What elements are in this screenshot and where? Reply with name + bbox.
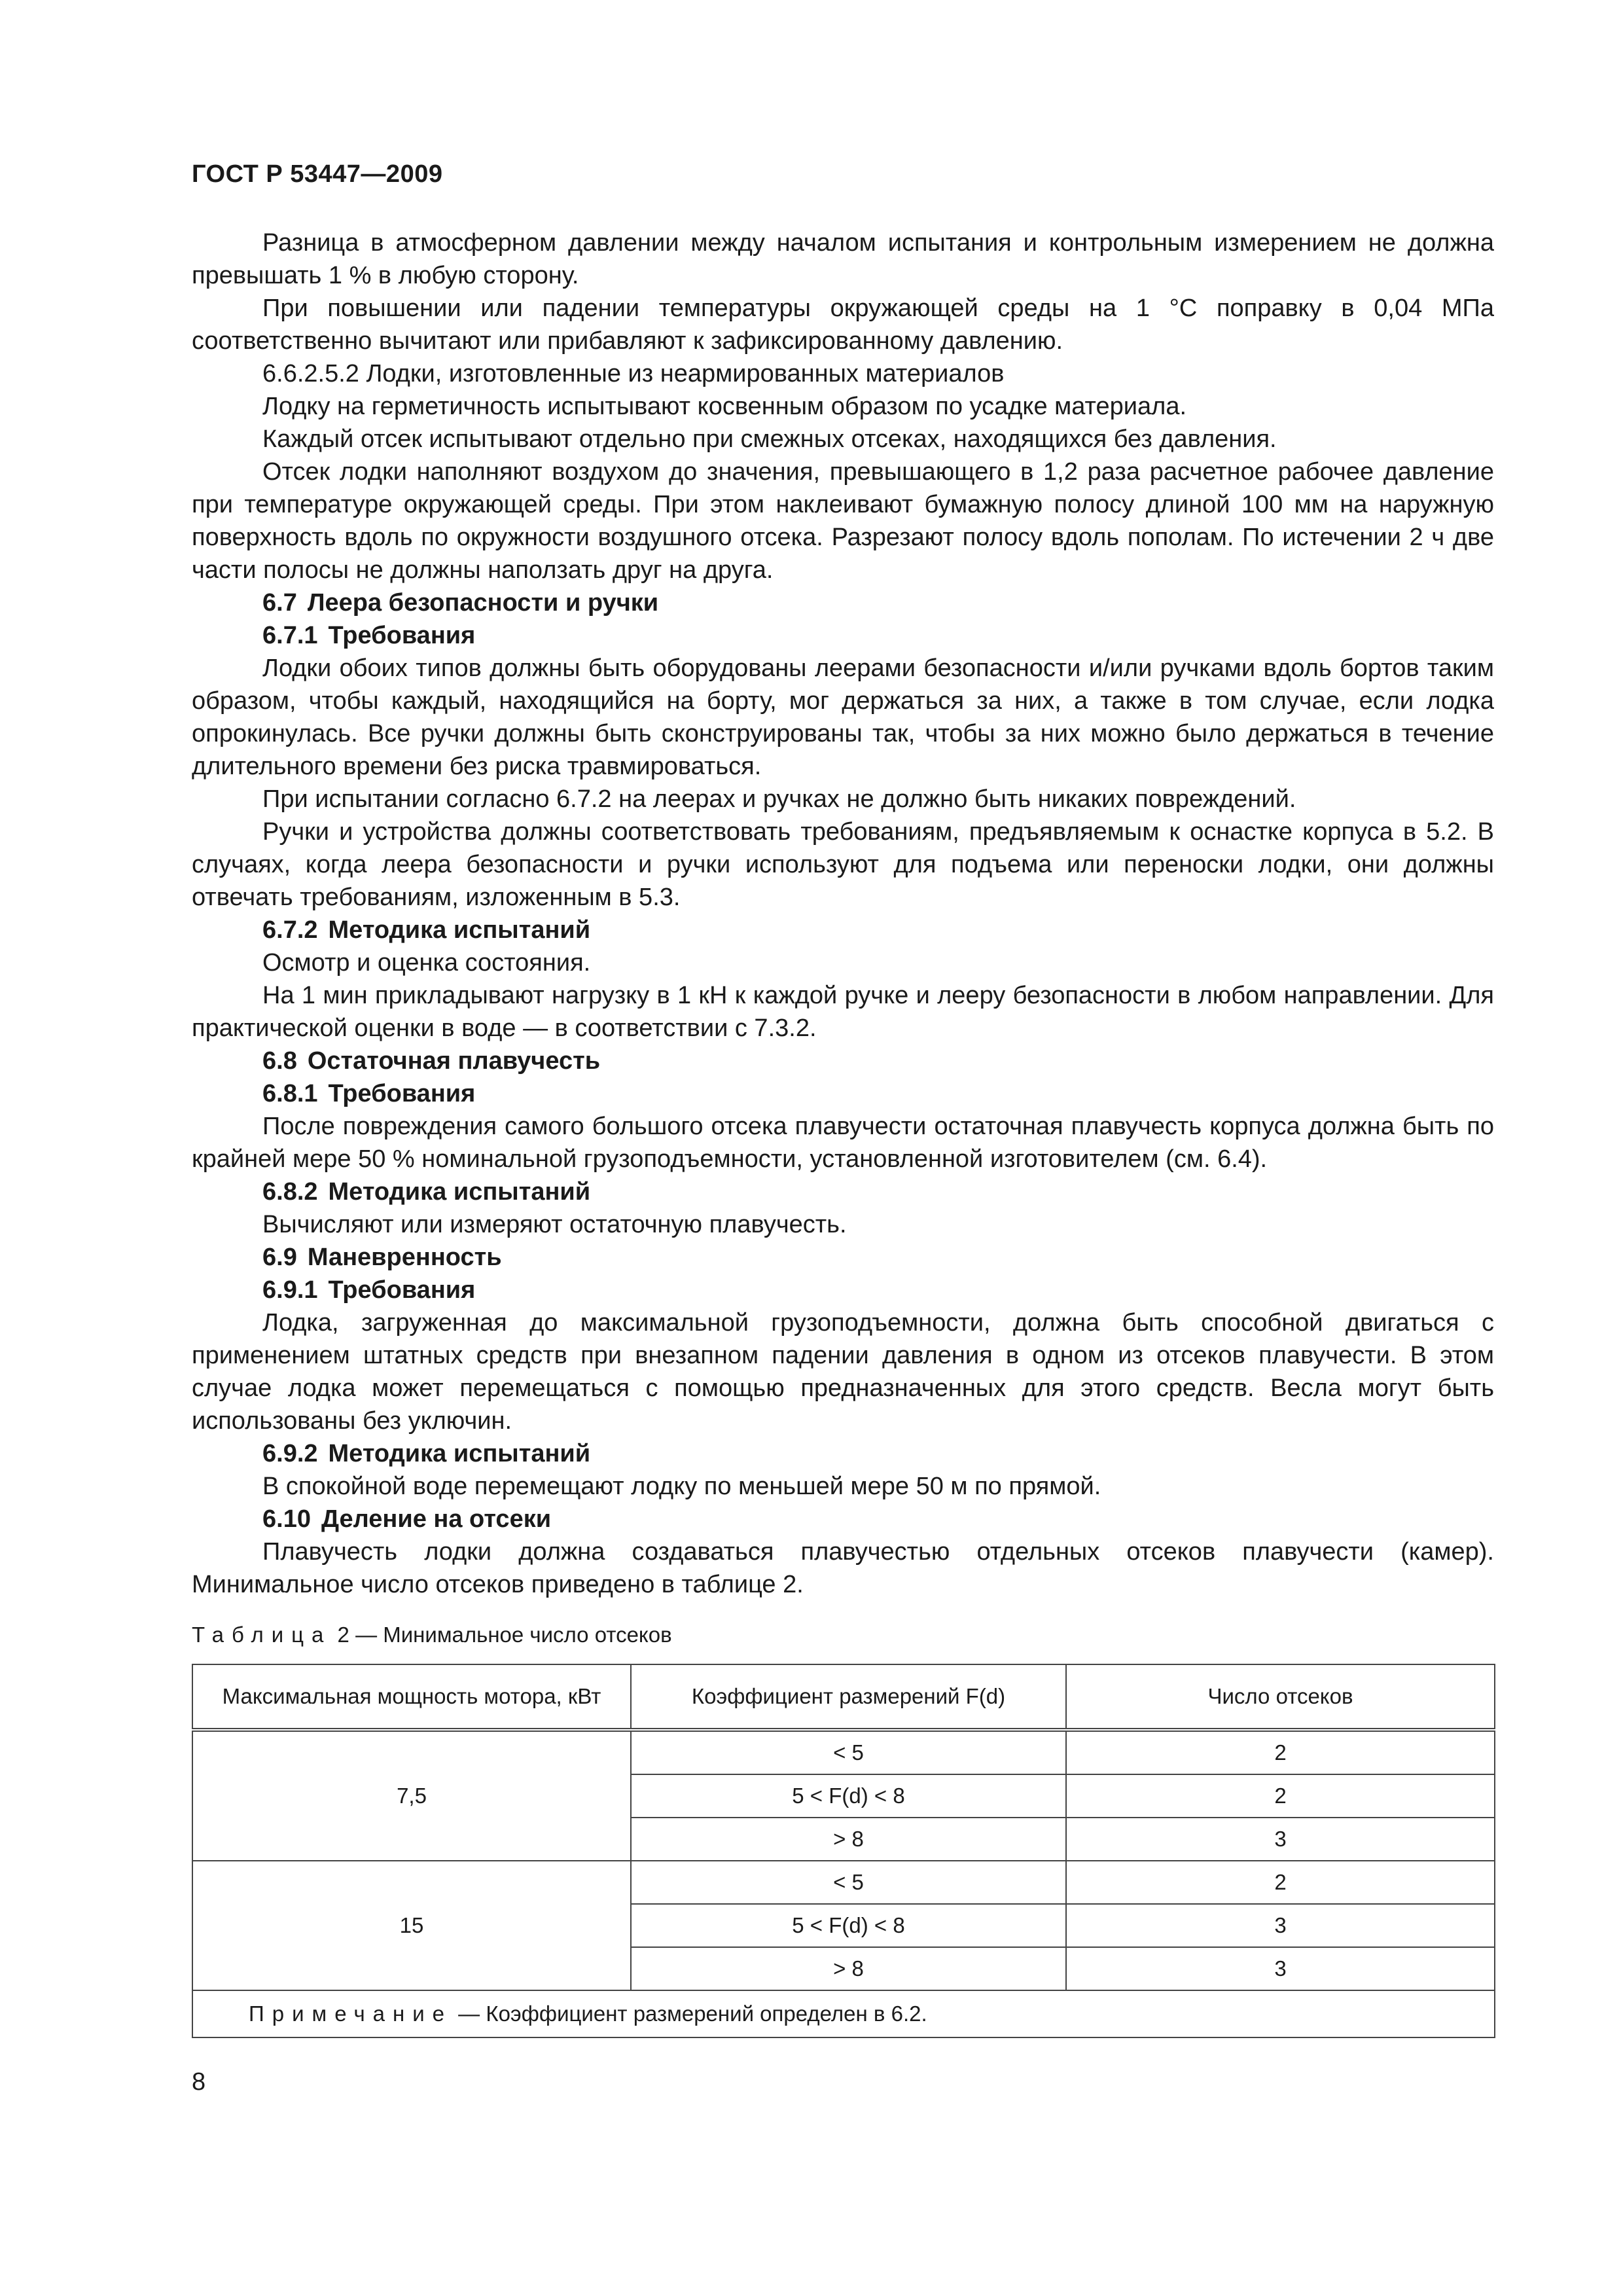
section-number: 6.9: [262, 1244, 297, 1271]
section-title: Методика испытаний: [328, 1440, 591, 1467]
section-heading-6-8-2: [192, 1175, 1494, 1208]
section-heading-6-9-1: [192, 1274, 1494, 1306]
section-title: Требования: [328, 622, 476, 649]
section-heading-6-9-2: [192, 1437, 1494, 1470]
section-number: 6.8: [262, 1047, 297, 1075]
table-row: [192, 1730, 1495, 1774]
section-title: Маневренность: [307, 1244, 502, 1271]
paragraph: Вычисляют или измеряют остаточную плавучесть.: [262, 1211, 847, 1238]
section-number: 6.7.2: [262, 916, 318, 944]
count-cell: 3: [1066, 1904, 1495, 1947]
section-heading-6-9: [192, 1241, 1494, 1274]
section-title: Требования: [328, 1276, 476, 1304]
section-heading-6-8-1: [192, 1077, 1494, 1110]
section-heading-6-7: [192, 586, 1494, 619]
paragraph: Лодку на герметичность испытывают косвенным образом по усадке материала.: [262, 393, 1187, 420]
coefficient-cell: < 5: [631, 1730, 1066, 1774]
document-code: ГОСТ Р 53447—2009: [192, 160, 443, 188]
compartments-table: [192, 1664, 1495, 2038]
paragraph: Разница в атмосферном давлении между началом испытания и контрольным измерением не должна превышать 1 % в любую сторону.: [192, 229, 1494, 289]
section-heading-6-7-1: [192, 619, 1494, 652]
section-number: 6.9.1: [262, 1276, 318, 1304]
coefficient-cell: 5 < F(d) < 8: [631, 1774, 1066, 1818]
paragraph: Каждый отсек испытывают отдельно при смежных отсеках, находящихся без давления.: [262, 425, 1277, 453]
section-title: Леера безопасности и ручки: [307, 589, 659, 617]
table-caption-word: Таблица: [192, 1623, 332, 1647]
section-number: 6.8.2: [262, 1178, 318, 1206]
paragraph: Плавучесть лодки должна создаваться плавучестью отдельных отсеков плавучести (камер). Минимальное число отсеков приведено в таблице 2.: [192, 1538, 1494, 1598]
table-note-text: — Коэффициент размерений определен в 6.2.: [452, 2001, 927, 2026]
paragraph: При испытании согласно 6.7.2 на леерах и ручках не должно быть никаких повреждений.: [262, 785, 1296, 813]
power-cell: 7,5: [192, 1730, 631, 1861]
section-number: 6.9.2: [262, 1440, 318, 1467]
paragraph: При повышении или падении температуры окружающей среды на 1 °С поправку в 0,04 МПа соответственно вычитают или прибавляют к зафиксированному давлению.: [192, 295, 1494, 355]
section-title: Остаточная плавучесть: [307, 1047, 601, 1075]
paragraph: Лодки обоих типов должны быть оборудованы леерами безопасности и/или ручками вдоль бортов таким образом, чтобы каждый, находящийся на борту, мог держаться за них, а также в том случае, если лодка опрокинулась. Все ручки должны быть сконструированы так, чтобы за них можно было держаться в течение длительного времени без риска травмироваться.: [192, 655, 1494, 780]
table-note: [192, 1990, 1495, 2037]
section-title: Методика испытаний: [328, 1178, 591, 1206]
section-heading-6-10: [192, 1503, 1494, 1535]
count-cell: 2: [1066, 1861, 1495, 1904]
paragraph: Ручки и устройства должны соответствовать требованиям, предъявляемым к оснастке корпуса в 5.2. В случаях, когда леера безопасности и ручки используют для подъема или переноски лодки, они должны отвечать требованиям, изложенным в 5.3.: [192, 818, 1494, 911]
count-cell: 3: [1066, 1947, 1495, 1990]
paragraph: Отсек лодки наполняют воздухом до значения, превышающего в 1,2 раза расчетное рабочее давление при температуре окружающей среды. При этом наклеивают бумажную полосу длиной 100 мм на наружную поверхность вдоль по окружности воздушного отсека. Разрезают полосу вдоль пополам. По истечении 2 ч две части полосы не должны наползать друг на друга.: [192, 458, 1494, 584]
paragraph: После повреждения самого большого отсека плавучести остаточная плавучесть корпуса должна быть по крайней мере 50 % номинальной грузоподъемности, установленной изготовителем (см. 6.4).: [192, 1113, 1494, 1173]
paragraph: В спокойной воде перемещают лодку по меньшей мере 50 м по прямой.: [262, 1473, 1101, 1500]
table-row: [192, 1861, 1495, 1904]
subsection-heading: 6.6.2.5.2 Лодки, изготовленные из неармированных материалов: [262, 360, 1005, 387]
table-header-row: [192, 1664, 1495, 1730]
coefficient-cell: < 5: [631, 1861, 1066, 1904]
table-caption: [192, 1623, 672, 1647]
column-header-power: Максимальная мощность мотора, кВт: [192, 1664, 631, 1730]
paragraph: Осмотр и оценка состояния.: [262, 949, 591, 977]
power-cell: 15: [192, 1861, 631, 1990]
paragraph: Лодка, загруженная до максимальной грузоподъемности, должна быть способной двигаться с применением штатных средств при внезапном падении давления в одном из отсеков плавучести. В этом случае лодка может перемещаться с помощью предназначенных для этого средств. Весла могут быть использованы без уключин.: [192, 1309, 1494, 1435]
section-number: 6.7: [262, 589, 297, 617]
section-number: 6.8.1: [262, 1080, 318, 1107]
table-caption-title: 2 — Минимальное число отсеков: [331, 1623, 672, 1647]
coefficient-cell: 5 < F(d) < 8: [631, 1904, 1066, 1947]
count-cell: 2: [1066, 1774, 1495, 1818]
section-heading-6-7-2: [192, 914, 1494, 946]
count-cell: 3: [1066, 1818, 1495, 1861]
section-title: Деление на отсеки: [321, 1505, 552, 1533]
section-title: Требования: [328, 1080, 476, 1107]
document-body: [192, 226, 1494, 1601]
section-number: 6.7.1: [262, 622, 318, 649]
page-number: 8: [192, 2068, 206, 2096]
section-number: 6.10: [262, 1505, 311, 1533]
coefficient-cell: > 8: [631, 1818, 1066, 1861]
coefficient-cell: > 8: [631, 1947, 1066, 1990]
table-note-word: Примечание: [249, 2001, 453, 2026]
table-note-row: [192, 1990, 1495, 2037]
paragraph: На 1 мин прикладывают нагрузку в 1 кН к каждой ручке и лееру безопасности в любом направлении. Для практической оценки в воде — в соответствии с 7.3.2.: [192, 982, 1494, 1042]
column-header-coefficient: Коэффициент размерений F(d): [631, 1664, 1066, 1730]
count-cell: 2: [1066, 1730, 1495, 1774]
column-header-count: Число отсеков: [1066, 1664, 1495, 1730]
section-heading-6-8: [192, 1045, 1494, 1077]
section-title: Методика испытаний: [328, 916, 591, 944]
